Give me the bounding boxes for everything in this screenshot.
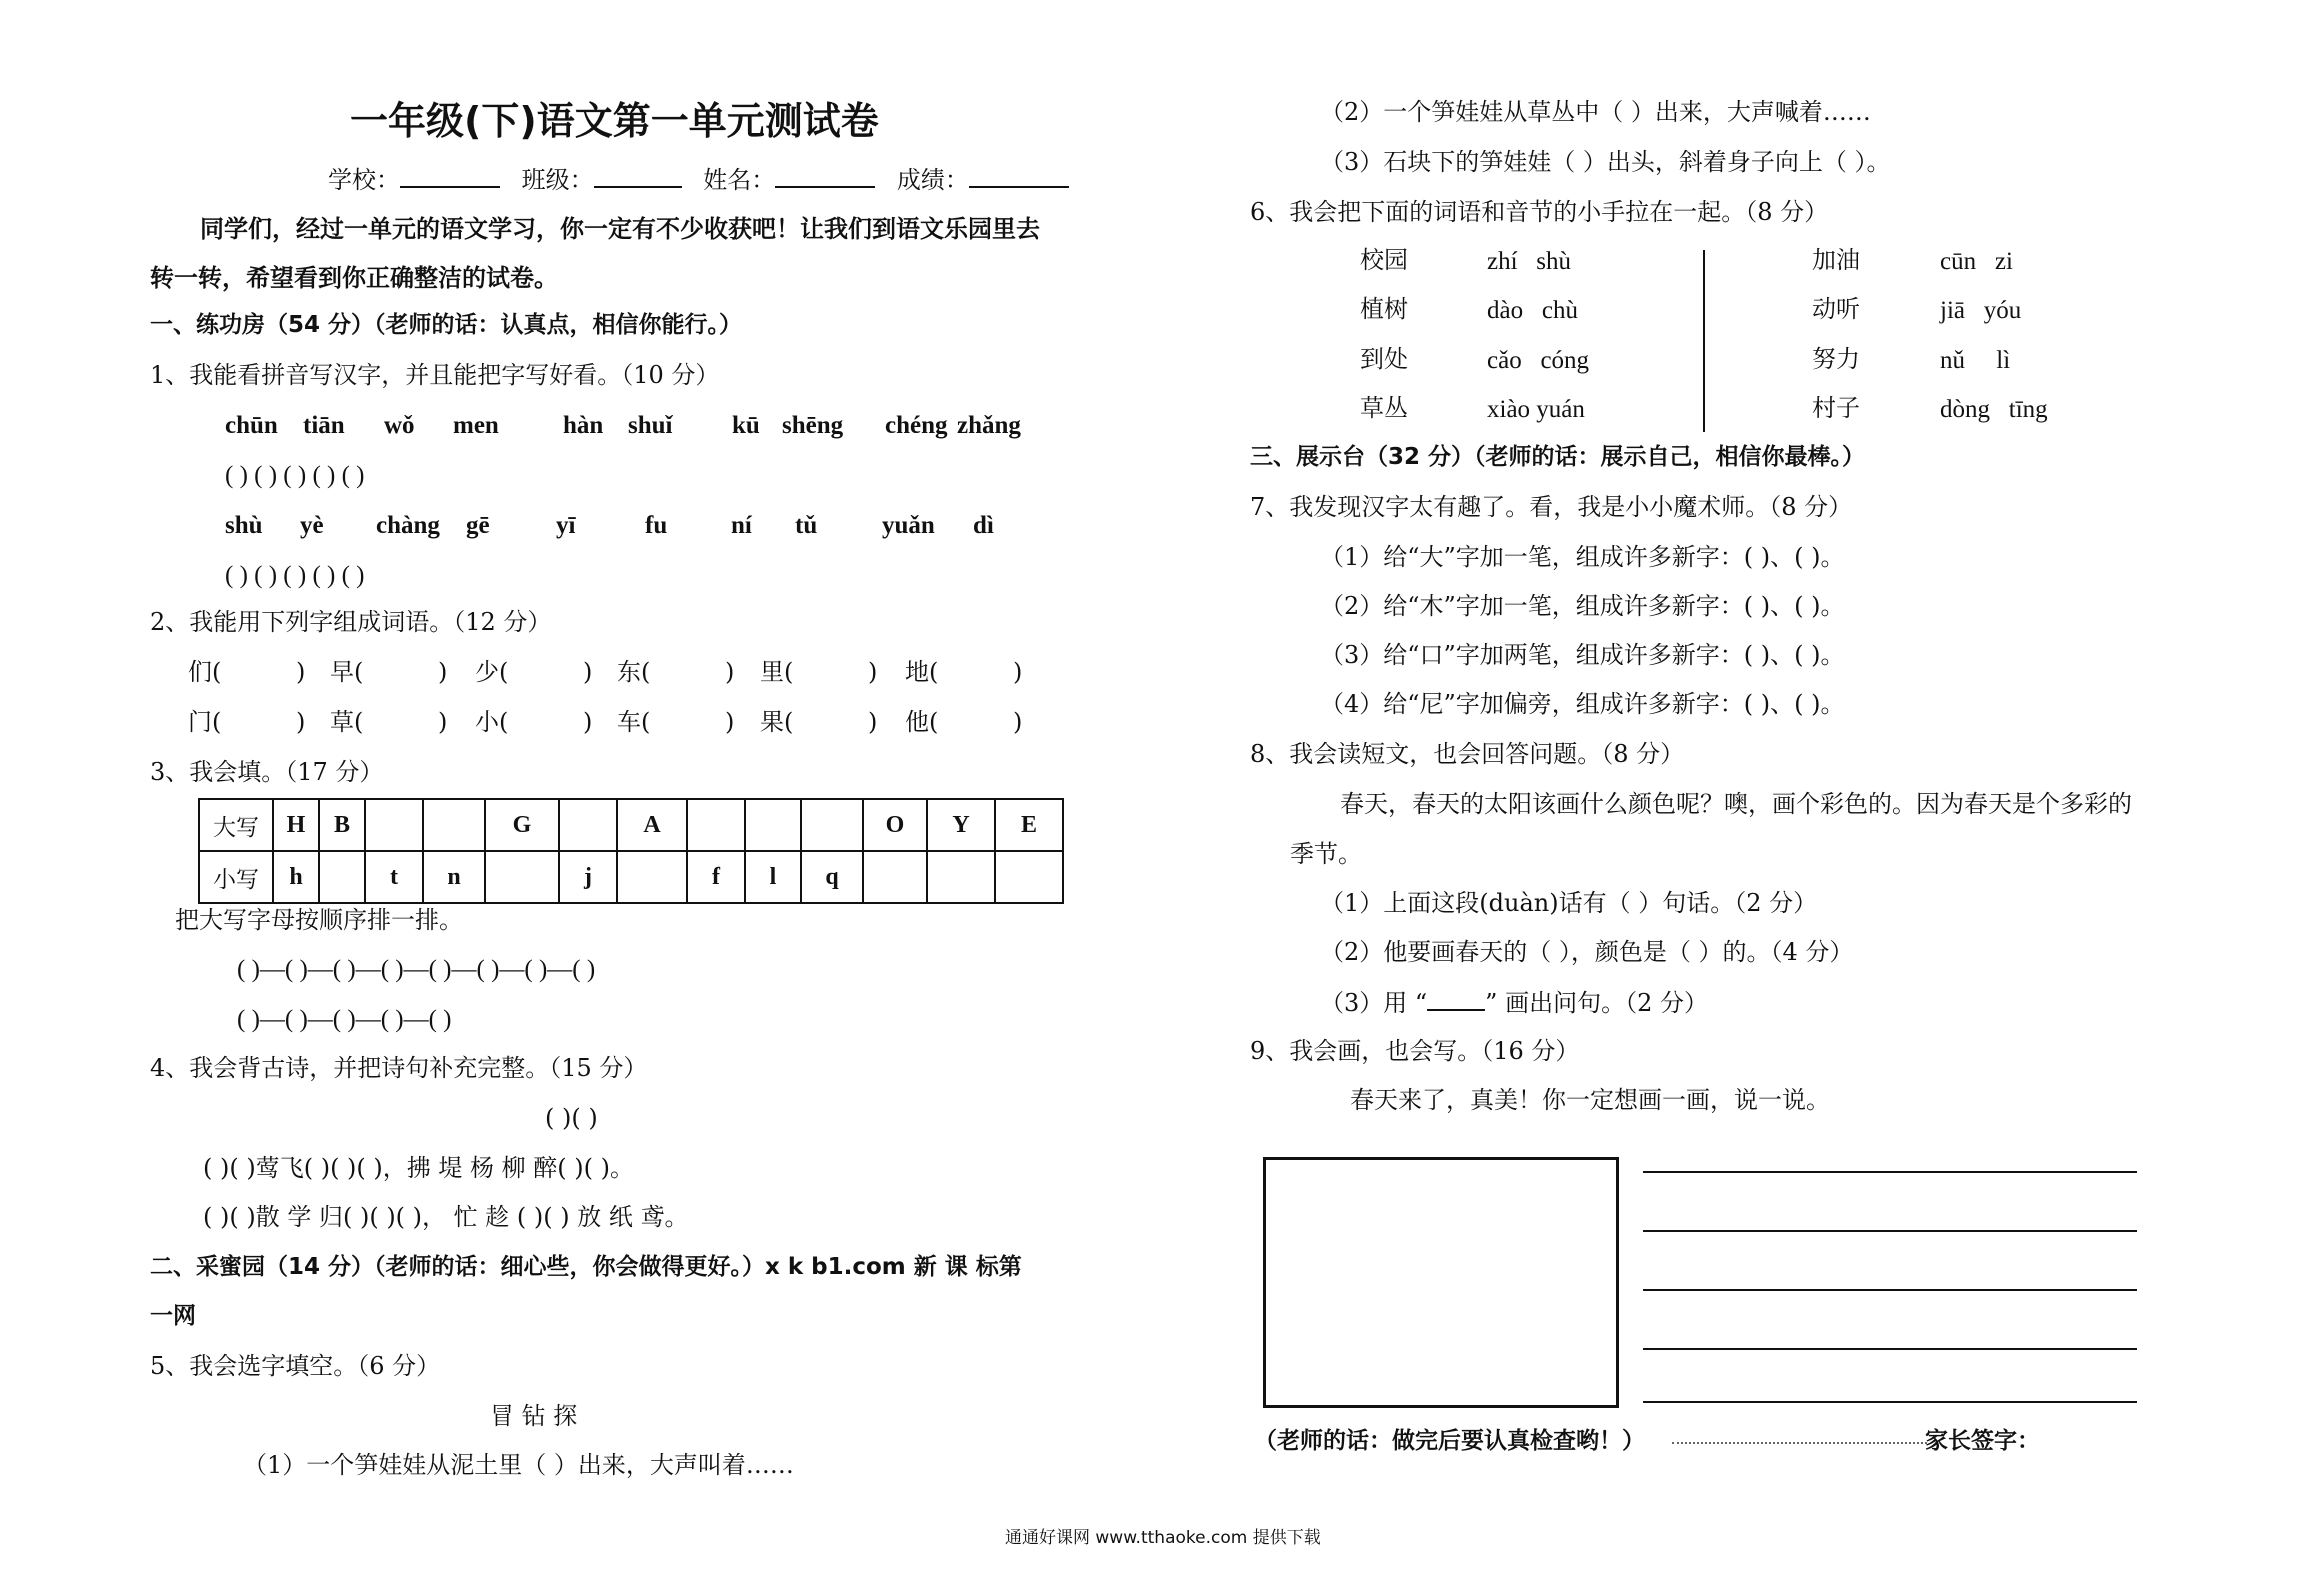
- writing-line[interactable]: [1643, 1171, 2137, 1173]
- table-cell[interactable]: [927, 851, 995, 903]
- pinyin: kū: [732, 412, 760, 439]
- intro-line-1: 同学们，经过一单元的语文学习，你一定有不少收获吧！让我们到语文乐园里去: [200, 215, 1040, 243]
- table-cell[interactable]: [319, 851, 365, 903]
- q5-sentence-1[interactable]: （1）一个笋娃娃从泥土里（ ）出来，大声叫着……: [243, 1451, 794, 1479]
- pinyin: hàn: [563, 412, 604, 439]
- q2-char: 东(: [617, 658, 651, 686]
- syllable[interactable]: cǎo cóng: [1487, 347, 1590, 374]
- writing-line[interactable]: [1643, 1230, 2137, 1232]
- table-cell[interactable]: [995, 851, 1063, 903]
- drawing-box[interactable]: [1263, 1157, 1619, 1408]
- pinyin: fu: [645, 512, 668, 539]
- q2-char: 早(: [330, 658, 364, 686]
- table-cell[interactable]: G: [485, 799, 559, 851]
- q6-title: 6、我会把下面的词语和音节的小手拉在一起。（8 分）: [1250, 198, 1829, 226]
- page-title: 一年级(下)语文第一单元测试卷: [350, 99, 879, 143]
- q7-item-1[interactable]: （1）给“大”字加一笔，组成许多新字：( )、( )。: [1320, 543, 1845, 571]
- uppercase-label: 大写: [199, 799, 273, 851]
- q7-item-4[interactable]: （4）给“尼”字加偏旁，组成许多新字：( )、( )。: [1320, 690, 1845, 718]
- table-cell[interactable]: [559, 799, 617, 851]
- section-2-heading: 二、采蜜园（14 分）（老师的话：细心些，你会做得更好。）x k b1.com 新 课 标第: [150, 1254, 1022, 1280]
- q2-char: 车(: [617, 708, 651, 736]
- q3-sort-label: 把大写字母按顺序排一排。: [175, 906, 463, 934]
- syllable[interactable]: zhí shù: [1487, 248, 1572, 275]
- word[interactable]: 村子: [1812, 394, 1860, 422]
- pinyin: chūn: [225, 412, 278, 439]
- table-cell[interactable]: B: [319, 799, 365, 851]
- q2-char: 他(: [905, 708, 939, 736]
- section-3-heading: 三、展示台（32 分）（老师的话：展示自己，相信你最棒。）: [1250, 444, 1866, 470]
- table-cell[interactable]: h: [273, 851, 319, 903]
- table-cell[interactable]: H: [273, 799, 319, 851]
- student-info-row: [328, 164, 1083, 192]
- intro-line-2: 转一转，希望看到你正确整洁的试卷。: [150, 264, 558, 292]
- q4-poem-line-2[interactable]: ( )( )散 学 归( )( )( )， 忙 趁 ( )( ) 放 纸 鸢。: [203, 1203, 689, 1231]
- score-label: 成绩：: [896, 166, 969, 194]
- footer-source: 通通好课网 www.tthaoke.com 提供下载: [1005, 1528, 1321, 1548]
- writing-line[interactable]: [1643, 1348, 2137, 1350]
- q2-char: 地(: [905, 658, 939, 686]
- q9-title: 9、我会画，也会写。（16 分）: [1250, 1037, 1580, 1065]
- q4-poem-title-blanks[interactable]: ( )( ): [545, 1104, 598, 1132]
- word[interactable]: 努力: [1812, 345, 1860, 373]
- pinyin: tǔ: [795, 512, 818, 539]
- table-cell[interactable]: l: [745, 851, 801, 903]
- pinyin: shù: [225, 512, 263, 539]
- table-cell[interactable]: q: [801, 851, 863, 903]
- table-cell[interactable]: j: [559, 851, 617, 903]
- syllable[interactable]: nǔ lì: [1940, 347, 2011, 374]
- q7-item-3[interactable]: （3）给“口”字加两笔，组成许多新字：( )、( )。: [1320, 641, 1845, 669]
- q3-sort-row-1[interactable]: ( )—( )—( )—( )—( )—( )—( )—( ): [237, 956, 596, 983]
- section-1-heading: 一、练功房（54 分）（老师的话：认真点，相信你能行。）: [150, 312, 743, 338]
- q8-question-3[interactable]: （3）用 “ ” 画出问句。（2 分）: [1320, 989, 1708, 1017]
- table-cell[interactable]: [687, 799, 745, 851]
- school-field[interactable]: [400, 164, 500, 188]
- score-field[interactable]: [969, 164, 1069, 188]
- table-cell[interactable]: [617, 851, 687, 903]
- q5-title: 5、我会选字填空。（6 分）: [150, 1352, 441, 1380]
- pinyin: men: [453, 412, 499, 439]
- q2-char: 果(: [760, 708, 794, 736]
- pinyin: zhǎng: [957, 412, 1021, 439]
- pinyin: tiān: [303, 412, 345, 439]
- table-cell[interactable]: [423, 799, 485, 851]
- lowercase-label: 小写: [199, 851, 273, 903]
- q5-choices: 冒 钻 探: [490, 1402, 578, 1430]
- pinyin: yī: [556, 512, 576, 539]
- school-label: 学校：: [328, 166, 400, 194]
- dotted-leader: [1672, 1440, 1927, 1444]
- teacher-note: （老师的话：做完后要认真检查哟！）: [1254, 1428, 1645, 1454]
- class-field[interactable]: [594, 164, 682, 188]
- writing-line[interactable]: [1643, 1289, 2137, 1291]
- table-cell[interactable]: [485, 851, 559, 903]
- lowercase-row: [199, 851, 1063, 903]
- pinyin: shēng: [782, 412, 844, 439]
- section-2-heading-cont: 一网: [150, 1303, 196, 1329]
- q3-title: 3、我会填。（17 分）: [150, 758, 384, 786]
- underline-sample: [1427, 989, 1485, 1011]
- q2-title: 2、我能用下列字组成词语。（12 分）: [150, 608, 552, 636]
- q2-char: 草(: [330, 708, 364, 736]
- q5-sentence-2[interactable]: （2）一个笋娃娃从草丛中（ ）出来，大声喊着……: [1320, 98, 1871, 126]
- table-cell[interactable]: n: [423, 851, 485, 903]
- syllable[interactable]: cūn zi: [1940, 248, 2013, 275]
- q8-question-1[interactable]: （1）上面这段(duàn)话有（ ）句话。（2 分）: [1320, 889, 1818, 917]
- name-label: 姓名：: [703, 166, 776, 194]
- pinyin: wǒ: [384, 412, 415, 439]
- q7-item-2[interactable]: （2）给“木”字加一笔，组成许多新字：( )、( )。: [1320, 592, 1845, 620]
- word[interactable]: 动听: [1812, 295, 1860, 323]
- syllable[interactable]: dào chù: [1487, 297, 1578, 324]
- table-cell[interactable]: [863, 851, 927, 903]
- q8-passage-line-1: 春天，春天的太阳该画什么颜色呢？噢，画个彩色的。因为春天是个多彩的: [1340, 790, 2132, 818]
- q3-sort-row-2[interactable]: ( )—( )—( )—( )—( ): [237, 1006, 452, 1033]
- word[interactable]: 加油: [1812, 246, 1860, 274]
- syllable[interactable]: dòng tīng: [1940, 396, 2048, 423]
- pinyin: gē: [466, 512, 490, 539]
- table-cell[interactable]: E: [995, 799, 1063, 851]
- writing-line[interactable]: [1643, 1401, 2137, 1403]
- q4-title: 4、我会背古诗，并把诗句补充完整。（15 分）: [150, 1054, 648, 1082]
- pinyin: shuǐ: [628, 412, 673, 439]
- word[interactable]: 植树: [1360, 295, 1408, 323]
- q2-char: 门(: [188, 708, 222, 736]
- q2-char: 里(: [760, 658, 794, 686]
- pinyin: chàng: [376, 512, 440, 539]
- table-cell[interactable]: f: [687, 851, 745, 903]
- table-cell[interactable]: Y: [927, 799, 995, 851]
- table-cell[interactable]: t: [365, 851, 423, 903]
- q2-char: 小(: [475, 708, 509, 736]
- word[interactable]: 到处: [1360, 345, 1408, 373]
- q5-sentence-3[interactable]: （3）石块下的笋娃娃（ ）出头，斜着身子向上（ ）。: [1320, 148, 1891, 176]
- pinyin: dì: [973, 512, 994, 539]
- q4-poem-line-1[interactable]: ( )( )莺飞( )( )( )，拂 堤 杨 柳 醉( )( )。: [203, 1154, 635, 1182]
- parent-sign-label: 家长签字：: [1925, 1428, 2040, 1454]
- uppercase-row: [199, 799, 1063, 851]
- table-cell[interactable]: [365, 799, 423, 851]
- q1-answer-parens-1[interactable]: ( ) ( ) ( ) ( ) ( ): [225, 462, 365, 489]
- pinyin: yuǎn: [882, 512, 935, 539]
- table-cell[interactable]: [745, 799, 801, 851]
- letter-table: [198, 798, 1064, 904]
- q8-passage-line-2: 季节。: [1290, 840, 1362, 868]
- q1-answer-parens-2[interactable]: ( ) ( ) ( ) ( ) ( ): [225, 562, 365, 589]
- q9-prompt: 春天来了，真美！你一定想画一画，说一说。: [1350, 1086, 1830, 1114]
- divider: [1703, 250, 1705, 432]
- pinyin: ní: [731, 512, 752, 539]
- q1-title: 1、我能看拼音写汉字，并且能把字写好看。（10 分）: [150, 361, 720, 389]
- name-field[interactable]: [775, 164, 875, 188]
- word[interactable]: 草丛: [1360, 394, 1408, 422]
- pinyin: chéng: [885, 412, 948, 439]
- table-cell[interactable]: [801, 799, 863, 851]
- q2-char: 们(: [188, 658, 222, 686]
- q8-title: 8、我会读短文，也会回答问题。（8 分）: [1250, 740, 1685, 768]
- syllable[interactable]: jiā yóu: [1940, 297, 2022, 324]
- table-cell[interactable]: O: [863, 799, 927, 851]
- q2-char: 少(: [475, 658, 509, 686]
- table-cell[interactable]: A: [617, 799, 687, 851]
- pinyin: yè: [300, 512, 324, 539]
- word[interactable]: 校园: [1360, 246, 1408, 274]
- q8-question-2[interactable]: （2）他要画春天的（ ），颜色是（ ）的。（4 分）: [1320, 938, 1854, 966]
- q7-title: 7、我发现汉字太有趣了。看，我是小小魔术师。（8 分）: [1250, 493, 1853, 521]
- syllable[interactable]: xiào yuán: [1487, 396, 1585, 423]
- class-label: 班级：: [521, 166, 594, 194]
